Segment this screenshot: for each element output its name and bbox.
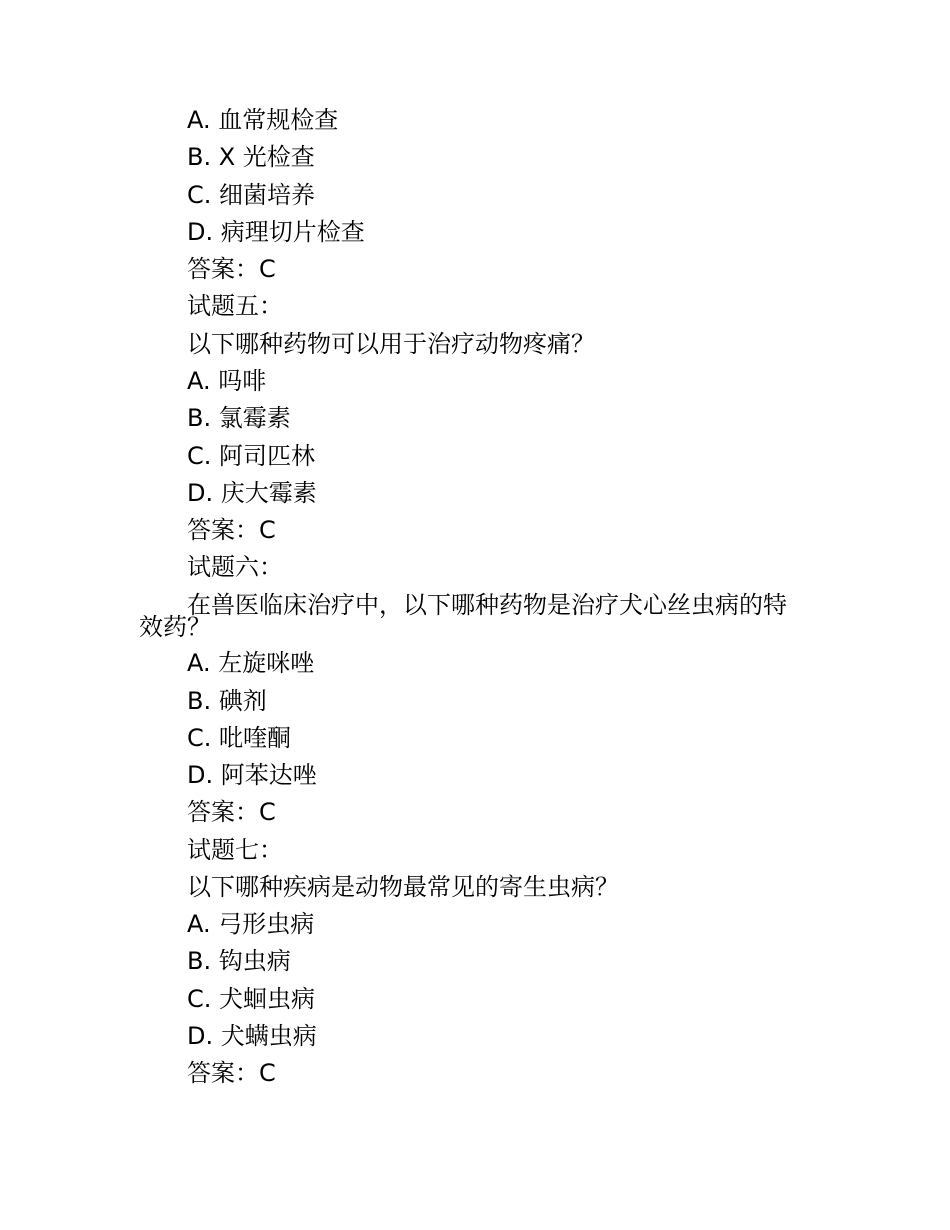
q6-option-a: A. 左旋咪唑 [187, 649, 315, 677]
q7-option-c: C. 犬蛔虫病 [187, 985, 316, 1013]
q5-option-c: C. 阿司匹林 [187, 442, 316, 470]
q7-option-a: A. 弓形虫病 [187, 910, 315, 938]
q6-question-line2: 效药？ [139, 613, 211, 641]
q5-option-a: A. 吗啡 [187, 367, 267, 395]
q5-option-b: B. 氯霉素 [187, 404, 291, 432]
q4-option-d: D. 病理切片检查 [187, 218, 365, 246]
q6-option-b: B. 碘剂 [187, 687, 267, 715]
q4-option-a: A. 血常规检查 [187, 106, 339, 134]
q4-answer: 答案：C [187, 255, 276, 283]
q5-question: 以下哪种药物可以用于治疗动物疼痛？ [187, 330, 595, 358]
q6-answer: 答案：C [187, 798, 276, 826]
q7-option-d: D. 犬螨虫病 [187, 1022, 317, 1050]
q4-option-c: C. 细菌培养 [187, 181, 316, 209]
q6-heading: 试题六： [187, 553, 283, 581]
q7-question: 以下哪种疾病是动物最常见的寄生虫病？ [187, 873, 619, 901]
q5-heading: 试题五： [187, 292, 283, 320]
q4-option-b: B. X 光检查 [187, 143, 315, 171]
q5-answer: 答案：C [187, 516, 276, 544]
q7-answer: 答案：C [187, 1059, 276, 1087]
q6-option-d: D. 阿苯达唑 [187, 761, 317, 789]
q6-option-c: C. 吡喹酮 [187, 724, 292, 752]
q5-option-d: D. 庆大霉素 [187, 479, 317, 507]
q7-option-b: B. 钩虫病 [187, 947, 291, 975]
q7-heading: 试题七： [187, 836, 283, 864]
q6-question-line1: 在兽医临床治疗中，以下哪种药物是治疗犬心丝虫病的特 [187, 591, 787, 619]
